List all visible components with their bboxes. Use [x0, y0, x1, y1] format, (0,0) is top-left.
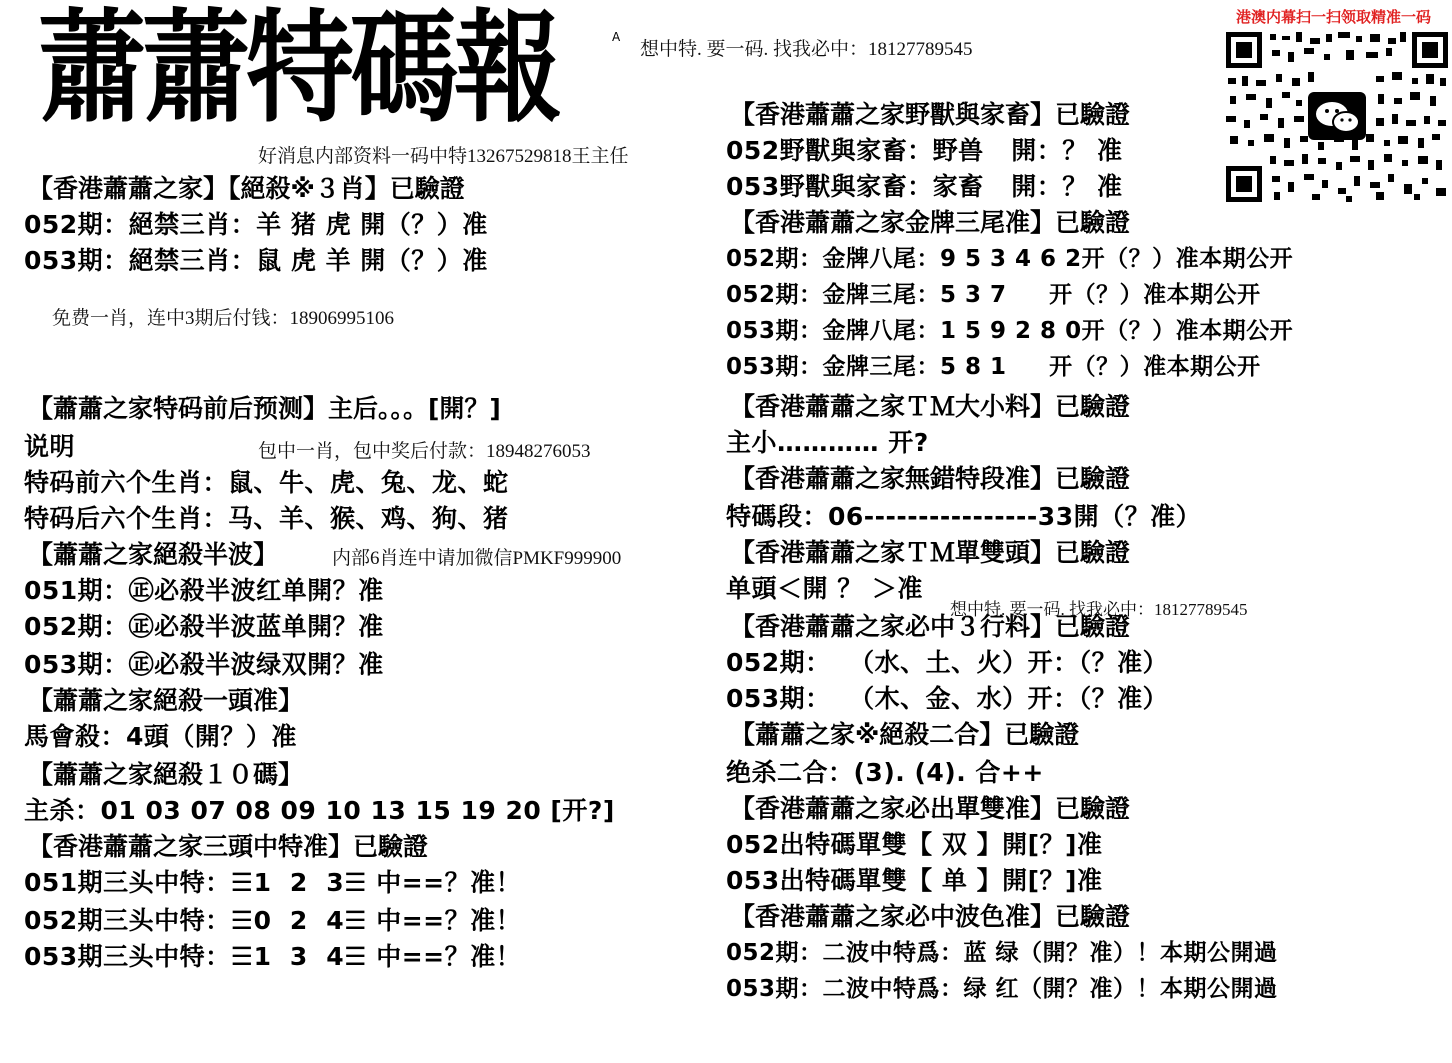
contact-ad-top: 想中特. 要一码. 找我必中：18127789545: [640, 39, 973, 60]
wechat-ad: 内部6肖连中请加微信PMKF999900: [332, 548, 622, 569]
masthead-title: 蕭蕭特碼報: [38, 0, 559, 140]
line-segment: 特碼段：06----------------33開（？准）: [726, 502, 1202, 531]
line-053-beast: 053野獸與家畜：家畜 開：？ 准: [726, 172, 1123, 201]
line-052-gold-8: 052期：金牌八尾：9 5 3 4 6 2开（？）准本期公开: [726, 246, 1294, 272]
line-053-gold-8: 053期：金牌八尾：1 5 9 2 8 0开（？）准本期公开: [726, 318, 1294, 344]
section-header-wave-color: 【香港蕭蕭之家必中波色准】已驗證: [730, 902, 1131, 931]
section-header-beast: 【香港蕭蕭之家野獸與家畜】已驗證: [730, 100, 1131, 129]
section-header-kill-head: 【蕭蕭之家絕殺一頭准】: [28, 686, 304, 715]
section-header-elements: 【香港蕭蕭之家必中３行料】已驗證: [730, 612, 1131, 641]
line-053-three-heads: 053期三头中特：☰1 3 4☰ 中==？准！: [24, 942, 522, 971]
section-header-kill-3: 【香港蕭蕭之家】【絕殺※３肖】已驗證: [28, 174, 465, 203]
section-header-segment: 【香港蕭蕭之家無錯特段准】已驗證: [730, 464, 1131, 493]
section-header-gold-tail: 【香港蕭蕭之家金牌三尾准】已驗證: [730, 208, 1131, 237]
free-ad: 免费一肖，连中3期后付钱：18906995106: [52, 308, 395, 329]
qr-caption: 港澳内幕扫一扫领取精准一码: [1236, 8, 1432, 26]
section-header-size: 【香港蕭蕭之家ＴＭ大小料】已驗證: [730, 392, 1131, 421]
line-052-odd-even: 052出特碼單雙【 双 】開[？]准: [726, 830, 1103, 859]
line-053-wave-color: 053期：二波中特爲：绿 红（開？准）！本期公開過: [726, 976, 1278, 1002]
section-header-kill-pair: 【蕭蕭之家※絕殺二合】已驗證: [730, 720, 1080, 749]
line-053-odd-even: 053出特碼單雙【 单 】開[？]准: [726, 866, 1103, 895]
explain-label: 说明: [24, 432, 76, 461]
qr-code-icon[interactable]: [1226, 32, 1448, 202]
line-kill-pair: 绝杀二合：(3). (4). 合++: [726, 758, 1044, 787]
section-header-odd-even: 【香港蕭蕭之家必出單雙准】已驗證: [730, 794, 1131, 823]
line-052-wave-color: 052期：二波中特爲：蓝 绿（開？准）！本期公開過: [726, 940, 1278, 966]
line-size: 主小………… 开?: [726, 428, 929, 457]
line-052-elements: 052期： （水、土、火）开：（？准）: [726, 648, 1169, 677]
line-053-gold-3: 053期：金牌三尾：5 8 1 开（？）准本期公开: [726, 354, 1261, 380]
line-kill-10: 主杀：01 03 07 08 09 10 13 15 19 20 [开?]: [24, 796, 615, 825]
line-kill-head: 馬會殺：4頭（開？）准: [24, 722, 297, 751]
line-052-three-heads: 052期三头中特：☰0 2 4☰ 中==？准！: [24, 906, 522, 935]
front-six-zodiac: 特码前六个生肖：鼠、牛、虎、兔、龙、蛇: [24, 468, 509, 497]
section-header-three-heads: 【香港蕭蕭之家三頭中特准】已驗證: [28, 832, 429, 861]
line-052-beast: 052野獸與家畜：野兽 開：？ 准: [726, 136, 1123, 165]
masthead-sup: A: [612, 30, 621, 44]
line-051-three-heads: 051期三头中特：☰1 2 3☰ 中==？准！: [24, 868, 522, 897]
section-header-odd-even-head: 【香港蕭蕭之家ＴＭ單雙頭】已驗證: [730, 538, 1131, 567]
good-news-ad: 好消息内部资料一码中特13267529818王主任: [258, 146, 629, 167]
section-header-kill-10: 【蕭蕭之家絕殺１０碼】: [28, 760, 304, 789]
line-052-gold-3: 052期：金牌三尾：5 3 7 开（？）准本期公开: [726, 282, 1261, 308]
section-header-half-wave: 【蕭蕭之家絕殺半波】: [28, 540, 279, 569]
contact-ad-mid: 想中特. 要一码. 找我必中：18127789545: [950, 600, 1248, 619]
package-ad: 包中一肖，包中奖后付款：18948276053: [258, 441, 591, 462]
line-odd-even-head: 单頭＜開 ？ ＞准: [726, 574, 923, 603]
line-053-half-wave: 053期：㊣必殺半波绿双開？准: [24, 650, 384, 679]
line-051-half-wave: 051期：㊣必殺半波红单開？准: [24, 576, 384, 605]
section-header-predict: 【蕭蕭之家特码前后预测】主后。。。[開？]: [28, 394, 501, 423]
line-052-kill-3: 052期：絕禁三肖：羊 猪 虎 開（？）准: [24, 210, 488, 239]
line-052-half-wave: 052期：㊣必殺半波蓝单開？准: [24, 612, 384, 641]
line-053-elements: 053期： （木、金、水）开：（？准）: [726, 684, 1169, 713]
line-053-kill-3: 053期：絕禁三肖：鼠 虎 羊 開（？）准: [24, 246, 488, 275]
back-six-zodiac: 特码后六个生肖：马、羊、猴、鸡、狗、猪: [24, 504, 509, 533]
